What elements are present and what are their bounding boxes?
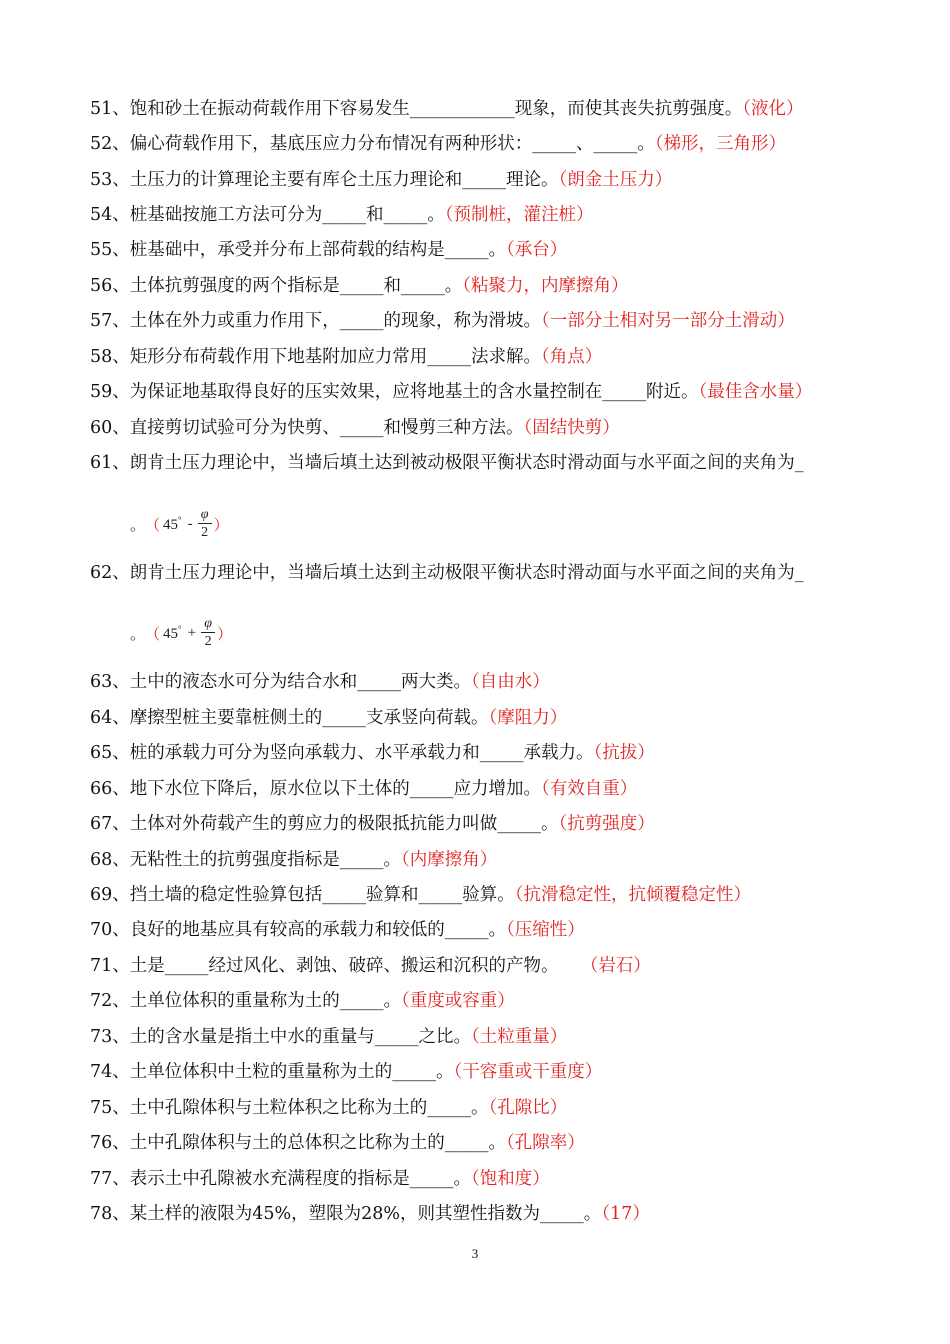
answer-53: （朗金土压力）: [558, 170, 673, 190]
question-64: 64、摩擦型桩主要靠桩侧土的_____支承竖向荷载。（摩阻力）: [90, 708, 568, 728]
question-59: 59、为保证地基取得良好的压实效果，应将地基土的含水量控制在_____附近。（最佳含水量）: [90, 382, 813, 402]
answer-62-formula: 。 （ 45° + $\frac{\varphi}{2}$ ）: [130, 615, 233, 649]
question-53: 53、土压力的计算理论主要有库仑土压力理论和_____理论。（朗金土压力）: [90, 170, 673, 190]
question-76: 76、土中孔隙体积与土的总体积之比称为土的_____。（孔隙率）: [90, 1133, 585, 1153]
answer-66: （有效自重）: [541, 779, 638, 799]
question-70: 70、良好的地基应具有较高的承载力和较低的_____。（压缩性）: [90, 920, 585, 940]
question-55: 55、桩基础中，承受并分布上部荷载的结构是_____。（承台）: [90, 240, 568, 260]
question-74: 74、土单位体积中土粒的重量称为土的_____。（干容重或干重度）: [90, 1062, 603, 1082]
answer-73: （土粒重量）: [471, 1027, 568, 1047]
answer-52: （梯形，三角形）: [654, 134, 787, 154]
answer-51: （液化）: [742, 99, 804, 119]
answer-60: （固结快剪）: [523, 418, 620, 438]
answer-76: （孔隙率）: [506, 1133, 585, 1153]
answer-61-formula: 。 （ 45° - $\frac{\varphi}{2}$ ）: [130, 506, 229, 540]
question-72: 72、土单位体积的重量称为土的_____。（重度或容重）: [90, 991, 515, 1011]
question-61: 61、朗肯土压力理论中，当墙后填土达到被动极限平衡状态时滑动面与水平面之间的夹角为_: [90, 453, 804, 473]
question-58: 58、矩形分布荷载作用下地基附加应力常用_____法求解。（角点）: [90, 347, 603, 367]
question-51: 51、饱和砂土在振动荷载作用下容易发生____________现象，而使其丧失抗剪强度。（液化）: [90, 99, 804, 119]
phi-over-two-fraction: $\frac{\varphi}{2}$: [201, 616, 215, 651]
answer-68: （内摩擦角）: [401, 850, 498, 870]
answer-59: （最佳含水量）: [698, 382, 813, 402]
question-62: 62、朗肯土压力理论中，当墙后填土达到主动极限平衡状态时滑动面与水平面之间的夹角为_: [90, 563, 804, 583]
question-60: 60、直接剪切试验可分为快剪、_____和慢剪三种方法。（固结快剪）: [90, 418, 620, 438]
answer-55: （承台）: [506, 240, 568, 260]
answer-57: （一部分土相对另一部分土滑动）: [541, 311, 795, 331]
question-65: 65、桩的承载力可分为竖向承载力、水平承载力和_____承载力。（抗拔）: [90, 743, 655, 763]
question-68: 68、无粘性土的抗剪强度指标是_____。（内摩擦角）: [90, 850, 498, 870]
question-71: 71、土是_____经过风化、剥蚀、破碎、搬运和沉积的产物。 （岩石）: [90, 956, 651, 976]
question-73: 73、土的含水量是指土中水的重量与_____之比。（土粒重量）: [90, 1027, 568, 1047]
question-54: 54、桩基础按施工方法可分为_____和_____。（预制桩，灌注桩）: [90, 205, 594, 225]
answer-70: （压缩性）: [506, 920, 585, 940]
answer-71: （岩石）: [558, 956, 651, 976]
answer-74: （干容重或干重度）: [453, 1062, 603, 1082]
answer-67: （抗剪强度）: [558, 814, 655, 834]
answer-65: （抗拔）: [593, 743, 655, 763]
answer-75: （孔隙比）: [488, 1098, 568, 1118]
page-number: 3: [471, 1246, 479, 1261]
answer-56: （粘聚力，内摩擦角）: [462, 276, 629, 296]
answer-72: （重度或容重）: [401, 991, 515, 1011]
answer-58: （角点）: [541, 347, 603, 367]
answer-63: （自由水）: [471, 672, 550, 692]
question-69: 69、挡土墙的稳定性验算包括_____验算和_____验算。（抗滑稳定性，抗倾覆稳定性）: [90, 885, 752, 905]
answer-54: （预制桩，灌注桩）: [444, 205, 594, 225]
question-67: 67、土体对外荷载产生的剪应力的极限抵抗能力叫做_____。（抗剪强度）: [90, 814, 655, 834]
question-78: 78、某土样的液限为45%，塑限为28%，则其塑性指数为_____。（17）: [90, 1204, 650, 1224]
question-63: 63、土中的液态水可分为结合水和_____两大类。（自由水）: [90, 672, 550, 692]
answer-64: （摩阻力）: [488, 708, 568, 728]
answer-77: （饱和度）: [471, 1169, 550, 1189]
answer-69: （抗滑稳定性，抗倾覆稳定性）: [514, 885, 752, 905]
question-56: 56、土体抗剪强度的两个指标是_____和_____。（粘聚力，内摩擦角）: [90, 276, 629, 296]
question-57: 57、土体在外力或重力作用下，_____的现象，称为滑坡。（一部分土相对另一部分土滑动）: [90, 311, 795, 331]
question-77: 77、表示土中孔隙被水充满程度的指标是_____。（饱和度）: [90, 1169, 550, 1189]
question-66: 66、地下水位下降后，原水位以下土体的_____应力增加。（有效自重）: [90, 779, 638, 799]
question-52: 52、偏心荷载作用下，基底压应力分布情况有两种形状：_____、_____。（梯形，三角形）: [90, 134, 787, 154]
question-75: 75、土中孔隙体积与土粒体积之比称为土的_____。（孔隙比）: [90, 1098, 568, 1118]
answer-78: （17）: [601, 1204, 650, 1224]
phi-over-two-fraction: $\frac{\varphi}{2}$: [198, 507, 212, 542]
